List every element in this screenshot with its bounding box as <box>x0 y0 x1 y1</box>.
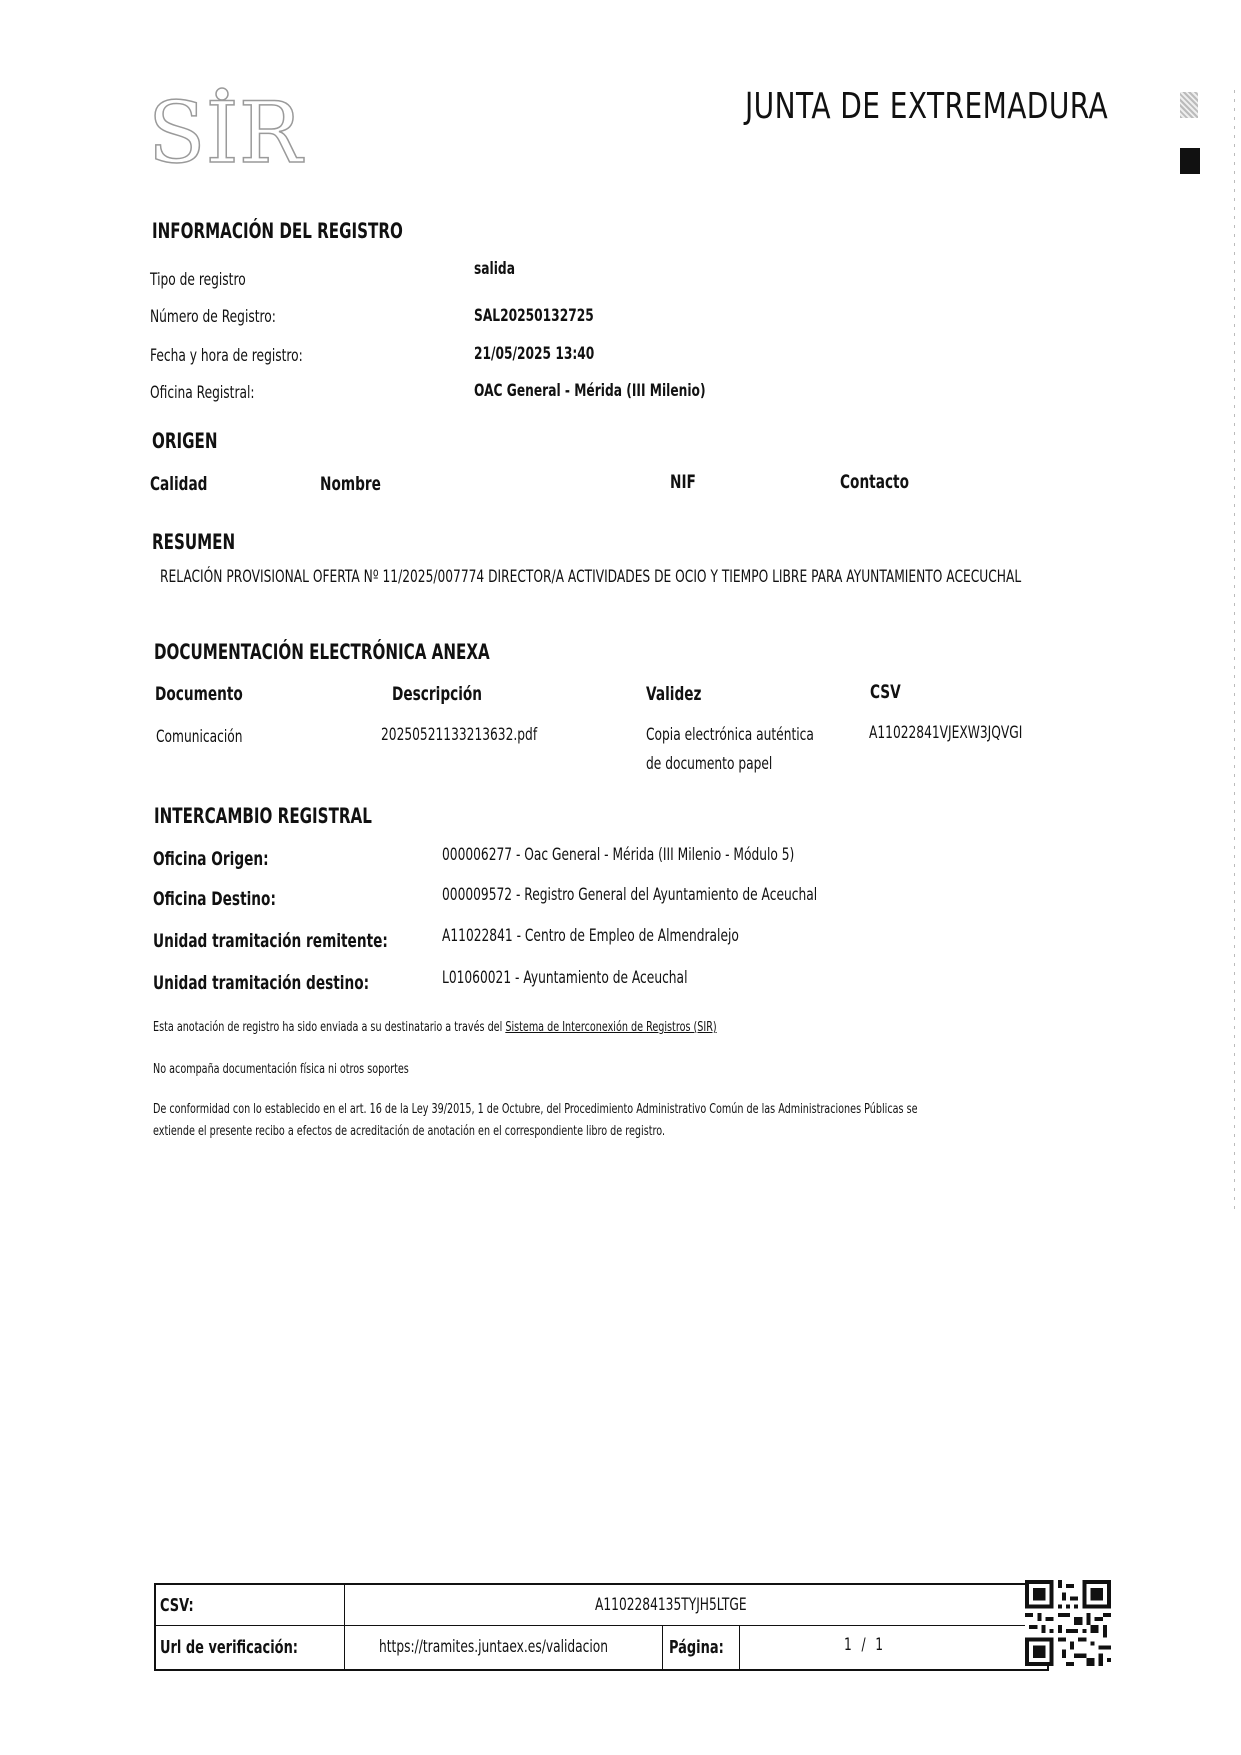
resumen-text: RELACIÓN PROVISIONAL OFERTA Nº 11/2025/007774 DIRECTOR/A ACTIVIDADES DE OCIO Y TIEMPO LIBRE PARA AYUNTAMIENTO ACECUCHAL <box>160 567 1022 587</box>
intercambio-value: A11022841 - Centro de Empleo de Almendralejo <box>442 926 739 946</box>
csv-label-cell <box>156 1585 345 1626</box>
csv-label: CSV: <box>160 1595 194 1616</box>
page-label-cell <box>663 1626 740 1669</box>
section-title-documentacion: DOCUMENTACIÓN ELECTRÓNICA ANEXA <box>154 640 490 664</box>
note-no-docs: No acompaña documentación física ni otros soportes <box>153 1062 409 1077</box>
info-value: 21/05/2025 13:40 <box>474 344 595 364</box>
doc-csv: A11022841VJEXW3JQVGI <box>869 723 1023 743</box>
sir-logo <box>148 84 318 180</box>
section-title-intercambio: INTERCAMBIO REGISTRAL <box>154 804 372 828</box>
doc-validez-line1: Copia electrónica auténtica <box>646 725 814 745</box>
intercambio-value: L01060021 - Ayuntamiento de Aceuchal <box>442 968 688 988</box>
doc-documento: Comunicación <box>156 727 243 747</box>
url-label-cell <box>156 1626 345 1669</box>
info-value: OAC General - Mérida (III Milenio) <box>474 381 706 401</box>
intercambio-value: 000009572 - Registro General del Ayuntamiento de Aceuchal <box>442 885 818 905</box>
section-title-origen: ORIGEN <box>152 429 218 453</box>
info-label: Número de Registro: <box>150 307 276 327</box>
info-value: salida <box>474 259 515 279</box>
intercambio-value: 000006277 - Oac General - Mérida (III Milenio - Módulo 5) <box>442 845 795 865</box>
info-label: Tipo de registro <box>150 270 246 290</box>
intercambio-label: Oficina Origen: <box>153 848 269 870</box>
note-legal-line2: extiende el presente recibo a efectos de acreditación de anotación en el correspondiente libro de registro. <box>153 1124 666 1139</box>
page-value: 1 / 1 <box>844 1635 884 1655</box>
verification-url[interactable]: https://tramites.juntaex.es/validacion <box>379 1637 609 1657</box>
doc-col-validez: Validez <box>646 683 702 705</box>
scan-artifact <box>1180 92 1198 118</box>
csv-value: A1102284135TYJH5LTGE <box>595 1595 747 1615</box>
intercambio-label: Unidad tramitación destino: <box>153 972 370 994</box>
note-sent <box>153 1020 717 1035</box>
note-sent-prefix: Esta anotación de registro ha sido enviada a su destinatario a través del <box>153 1020 503 1035</box>
origen-col-nombre: Nombre <box>320 473 381 495</box>
page-label: Página: <box>669 1637 724 1658</box>
doc-descripcion: 20250521133213632.pdf <box>381 725 538 745</box>
scan-marker <box>1180 148 1200 174</box>
origen-col-calidad: Calidad <box>150 473 208 495</box>
info-label: Fecha y hora de registro: <box>150 346 303 366</box>
intercambio-label: Oficina Destino: <box>153 888 276 910</box>
qr-code <box>1025 1580 1111 1666</box>
verification-table <box>154 1583 1049 1671</box>
scan-edge <box>1234 90 1235 1210</box>
doc-col-descripcion: Descripción <box>392 683 483 705</box>
info-label: Oficina Registral: <box>150 383 255 403</box>
url-value-cell <box>345 1626 663 1669</box>
section-title-info: INFORMACIÓN DEL REGISTRO <box>152 219 403 243</box>
section-title-resumen: RESUMEN <box>152 530 236 554</box>
csv-value-cell <box>345 1585 1047 1626</box>
url-label: Url de verificación: <box>160 1637 298 1658</box>
doc-col-documento: Documento <box>155 683 243 705</box>
origen-col-contacto: Contacto <box>840 471 909 493</box>
page-value-cell <box>740 1626 1047 1669</box>
sir-logo-text: SIR <box>148 84 302 180</box>
doc-validez-line2: de documento papel <box>646 754 773 774</box>
doc-col-csv: CSV <box>870 681 901 703</box>
info-value: SAL20250132725 <box>474 306 594 326</box>
sir-link[interactable]: Sistema de Interconexión de Registros (SIR) <box>505 1020 717 1035</box>
note-legal-line1: De conformidad con lo establecido en el art. 16 de la Ley 39/2015, 1 de Octubre, del Procedimiento Administrativo Común de las Administraciones Públicas se <box>153 1102 918 1117</box>
origen-col-nif: NIF <box>670 471 696 493</box>
org-title: JUNTA DE EXTREMADURA <box>745 86 1109 127</box>
intercambio-label: Unidad tramitación remitente: <box>153 930 388 952</box>
